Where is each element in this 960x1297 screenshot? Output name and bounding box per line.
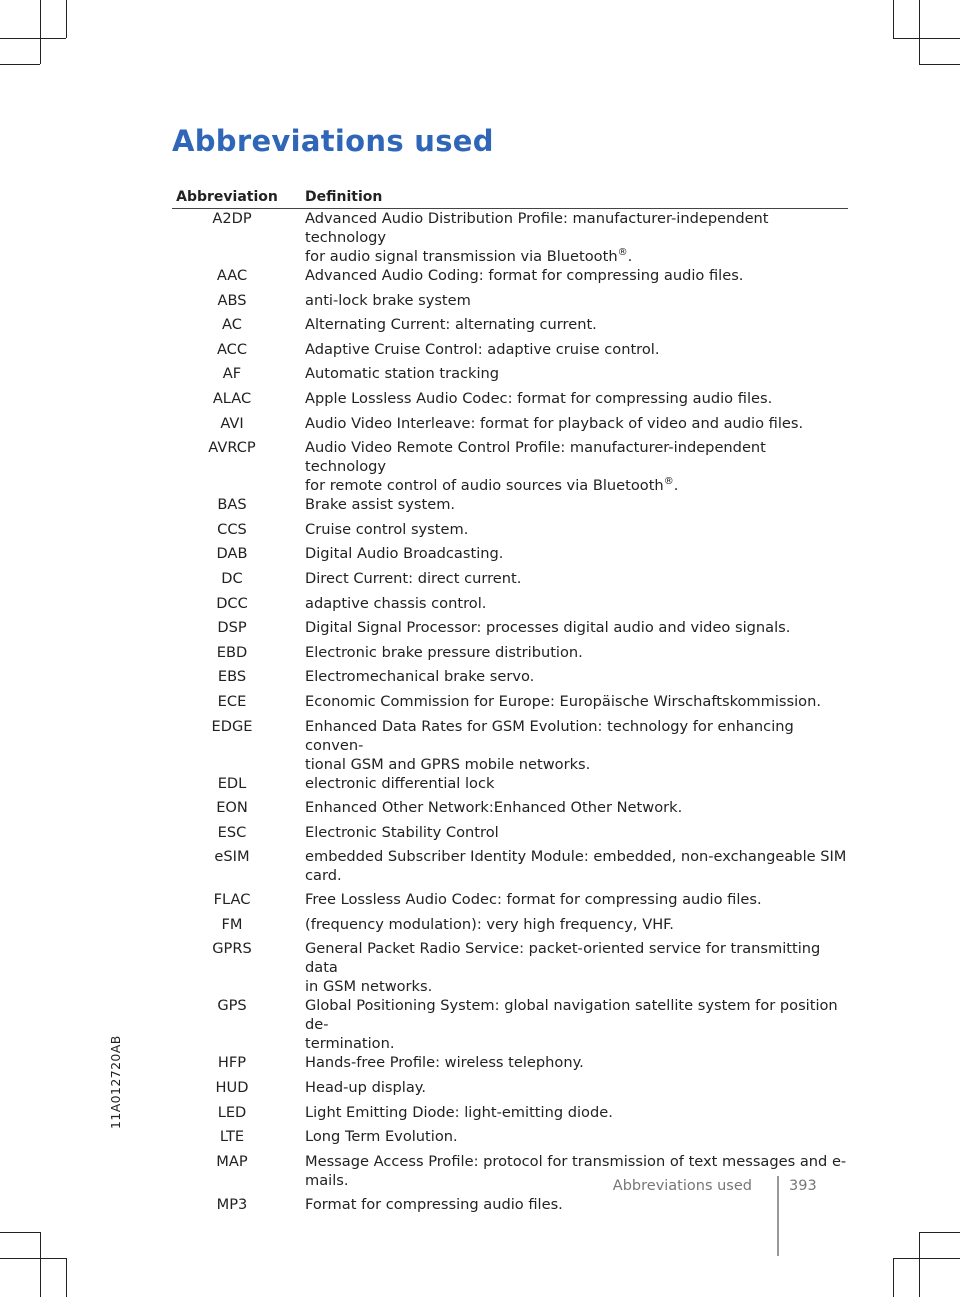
definition-text: termination. — [305, 1035, 395, 1053]
definition-cell — [305, 717, 848, 774]
definition-line: Digital Audio Broadcasting. — [305, 545, 504, 563]
definition-line — [305, 866, 848, 885]
table-row — [172, 798, 848, 823]
table-row — [172, 717, 848, 774]
abbreviation-cell: LED — [217, 1103, 247, 1121]
abbreviation-cell: ESC — [217, 823, 247, 841]
definition-line: Head-up display. — [305, 1079, 426, 1097]
footer-section-title: Abbreviations used — [612, 1178, 752, 1194]
abbreviation-cell: FLAC — [213, 891, 251, 909]
table-row — [172, 291, 848, 316]
table-row — [172, 915, 848, 940]
definition-line: (frequency modulation): very high frequency, VHF. — [305, 915, 674, 933]
definition-line: Advanced Audio Coding: format for compressing audio files. — [305, 267, 744, 284]
definition-cell — [305, 1103, 848, 1128]
table-row — [172, 692, 848, 717]
definition-cell — [305, 618, 848, 643]
abbreviation-cell: ECE — [217, 692, 247, 710]
abbreviation-cell: MAP — [216, 1152, 248, 1170]
definition-cell — [305, 209, 848, 266]
definition-line: Audio Video Interleave: format for playback of video and audio files. — [305, 414, 804, 432]
definition-cell — [305, 774, 848, 799]
definition-cell — [305, 495, 848, 520]
definition-line: Global Positioning System: global navigation satellite system for position de- — [305, 997, 838, 1034]
abbreviation-cell: GPS — [217, 997, 247, 1015]
table-row — [172, 774, 848, 799]
definition-cell — [305, 1078, 848, 1103]
definition-cell — [305, 520, 848, 545]
table-row — [172, 520, 848, 545]
table-row — [172, 364, 848, 389]
definition-line: anti-lock brake system — [305, 291, 471, 309]
definition-line: Light Emitting Diode: light-emitting diode. — [305, 1103, 613, 1121]
page-title: Abbreviations used — [172, 124, 494, 158]
definition-line: Free Lossless Audio Codec: format for compressing audio files. — [305, 891, 762, 909]
definition-line: adaptive chassis control. — [305, 594, 487, 612]
definition-cell — [305, 594, 848, 619]
crop-mark — [66, 1258, 67, 1297]
crop-mark — [66, 0, 67, 38]
abbreviation-cell: FM — [221, 915, 243, 933]
abbreviation-cell: ALAC — [212, 389, 252, 407]
definition-cell — [305, 1195, 848, 1220]
definition-line: Enhanced Data Rates for GSM Evolution: technology for enhancing conven- — [305, 717, 794, 754]
definition-line: Format for compressing audio files. — [305, 1195, 563, 1213]
table-row — [172, 939, 848, 996]
definition-line — [305, 1034, 848, 1053]
abbreviation-cell: DAB — [216, 545, 248, 563]
definition-line: Direct Current: direct current. — [305, 569, 522, 587]
definition-line: Brake assist system. — [305, 496, 456, 514]
crop-mark — [893, 1258, 894, 1297]
definition-line: Adaptive Cruise Control: adaptive cruise control. — [305, 340, 660, 358]
definition-cell — [305, 847, 848, 890]
abbreviation-cell: DC — [221, 569, 243, 587]
abbreviation-cell: AVI — [220, 414, 244, 432]
registered-mark: ® — [663, 476, 674, 488]
table-row — [172, 847, 848, 890]
table-row — [172, 389, 848, 414]
abbreviation-cell: EON — [216, 799, 248, 817]
definition-cell — [305, 643, 848, 668]
table-row — [172, 996, 848, 1053]
definition-line: Apple Lossless Audio Codec: format for compressing audio files. — [305, 389, 773, 407]
definition-tail: . — [627, 248, 633, 265]
table-row — [172, 495, 848, 520]
table-row — [172, 544, 848, 569]
table-row — [172, 414, 848, 439]
table-header — [172, 189, 848, 209]
definition-line: Digital Signal Processor: processes digital audio and video signals. — [305, 619, 791, 637]
table-row — [172, 1053, 848, 1078]
page-number: 393 — [789, 1178, 817, 1194]
abbreviation-cell: HUD — [215, 1079, 249, 1097]
crop-mark — [919, 1232, 920, 1297]
crop-mark — [40, 1232, 41, 1297]
abbreviation-cell: EBS — [217, 668, 247, 686]
definition-text: in GSM networks. — [305, 978, 433, 996]
definition-cell — [305, 364, 848, 389]
definition-line: Long Term Evolution. — [305, 1128, 458, 1146]
definition-cell — [305, 939, 848, 996]
definition-text: for remote control of audio sources via Bluetooth — [305, 477, 664, 495]
definition-cell — [305, 389, 848, 414]
abbreviation-cell: AVRCP — [208, 439, 256, 457]
abbreviation-cell: GPRS — [212, 940, 252, 958]
definition-cell — [305, 544, 848, 569]
definition-line: Alternating Current: alternating current. — [305, 316, 597, 334]
abbreviation-cell: DCC — [216, 594, 248, 612]
table-row — [172, 1127, 848, 1152]
definition-tail: . — [673, 477, 679, 495]
definition-cell — [305, 667, 848, 692]
definition-cell — [305, 569, 848, 594]
abbreviation-cell: EDL — [217, 774, 247, 792]
definition-cell — [305, 1127, 848, 1152]
definition-cell — [305, 823, 848, 848]
definition-line: General Packet Radio Service: packet-oriented service for transmitting data — [305, 940, 821, 977]
crop-mark — [893, 0, 894, 38]
abbreviation-cell: A2DP — [212, 210, 252, 227]
definition-line: Advanced Audio Distribution Profile: manufacturer-independent technology — [305, 210, 769, 246]
abbreviation-cell: eSIM — [214, 848, 250, 866]
abbreviation-cell: BAS — [217, 496, 247, 514]
abbreviation-cell: ACC — [216, 340, 248, 358]
table-row — [172, 643, 848, 668]
definition-line — [305, 977, 848, 996]
definition-text: card. — [305, 867, 342, 885]
abbreviation-cell: DSP — [217, 619, 247, 637]
table-row — [172, 340, 848, 365]
table-row — [172, 266, 848, 291]
definition-cell — [305, 890, 848, 915]
definition-line: Cruise control system. — [305, 520, 469, 538]
definition-cell — [305, 414, 848, 439]
definition-line: Electronic Stability Control — [305, 823, 499, 841]
abbreviation-cell: AC — [222, 316, 242, 334]
document-code: 11A012720AB — [108, 1035, 123, 1129]
crop-mark — [893, 38, 960, 39]
definition-cell — [305, 996, 848, 1053]
crop-mark — [919, 1232, 960, 1233]
definition-line: Hands-free Profile: wireless telephony. — [305, 1054, 584, 1072]
registered-mark: ® — [617, 247, 628, 259]
definition-text: for audio signal transmission via Bluetooth — [305, 248, 618, 265]
crop-mark — [919, 64, 960, 65]
definition-line — [305, 755, 848, 774]
definition-line — [305, 476, 848, 495]
definition-line: Message Access Profile: protocol for transmission of text messages and e- — [305, 1152, 847, 1170]
definition-cell — [305, 915, 848, 940]
abbreviation-cell: EDGE — [211, 717, 253, 735]
definition-line: Automatic station tracking — [305, 365, 500, 383]
definition-line: Enhanced Other Network:Enhanced Other Network. — [305, 799, 683, 817]
definition-line: Audio Video Remote Control Profile: manufacturer-independent technology — [305, 439, 766, 476]
crop-mark — [0, 1232, 40, 1233]
abbreviation-cell: MP3 — [216, 1195, 248, 1213]
table-row — [172, 1078, 848, 1103]
crop-mark — [0, 64, 40, 65]
table-row — [172, 618, 848, 643]
table-row — [172, 1103, 848, 1128]
definition-cell — [305, 1053, 848, 1078]
abbreviation-cell: EBD — [216, 643, 248, 661]
table-row — [172, 594, 848, 619]
definition-line: embedded Subscriber Identity Module: embedded, non-exchangeable SIM — [305, 848, 847, 866]
abbreviation-cell: AF — [222, 365, 242, 383]
abbreviation-cell: HFP — [217, 1054, 247, 1072]
crop-mark — [893, 1258, 960, 1259]
definition-cell — [305, 291, 848, 316]
crop-mark — [40, 0, 41, 64]
table-row — [172, 438, 848, 495]
table-row — [172, 1195, 848, 1220]
definition-cell — [305, 340, 848, 365]
table-row — [172, 315, 848, 340]
table-row — [172, 667, 848, 692]
definition-cell — [305, 266, 848, 291]
crop-mark — [919, 0, 920, 64]
definition-cell — [305, 692, 848, 717]
crop-mark — [0, 1258, 66, 1259]
definition-line: electronic differential lock — [305, 774, 495, 792]
definition-cell — [305, 438, 848, 495]
definition-text: mails. — [305, 1171, 349, 1189]
abbreviation-table — [172, 209, 848, 1219]
crop-mark — [0, 38, 66, 39]
header-definition: Definition — [305, 189, 383, 205]
abbreviation-cell: LTE — [219, 1128, 245, 1146]
abbreviation-cell: ABS — [217, 291, 247, 309]
definition-line: Electronic brake pressure distribution. — [305, 643, 583, 661]
table-row — [172, 569, 848, 594]
definition-line: Economic Commission for Europe: Europäische Wirschaftskommission. — [305, 692, 821, 710]
definition-cell — [305, 798, 848, 823]
definition-line — [305, 247, 848, 266]
table-row — [172, 890, 848, 915]
header-abbreviation: Abbreviation — [176, 189, 278, 205]
abbreviation-cell: CCS — [217, 520, 247, 538]
table-row — [172, 209, 848, 266]
definition-text: tional GSM and GPRS mobile networks. — [305, 755, 591, 773]
table-row — [172, 823, 848, 848]
definition-line: Electromechanical brake servo. — [305, 668, 535, 686]
abbreviation-cell: AAC — [216, 267, 248, 284]
definition-cell — [305, 315, 848, 340]
footer-divider — [777, 1176, 779, 1256]
